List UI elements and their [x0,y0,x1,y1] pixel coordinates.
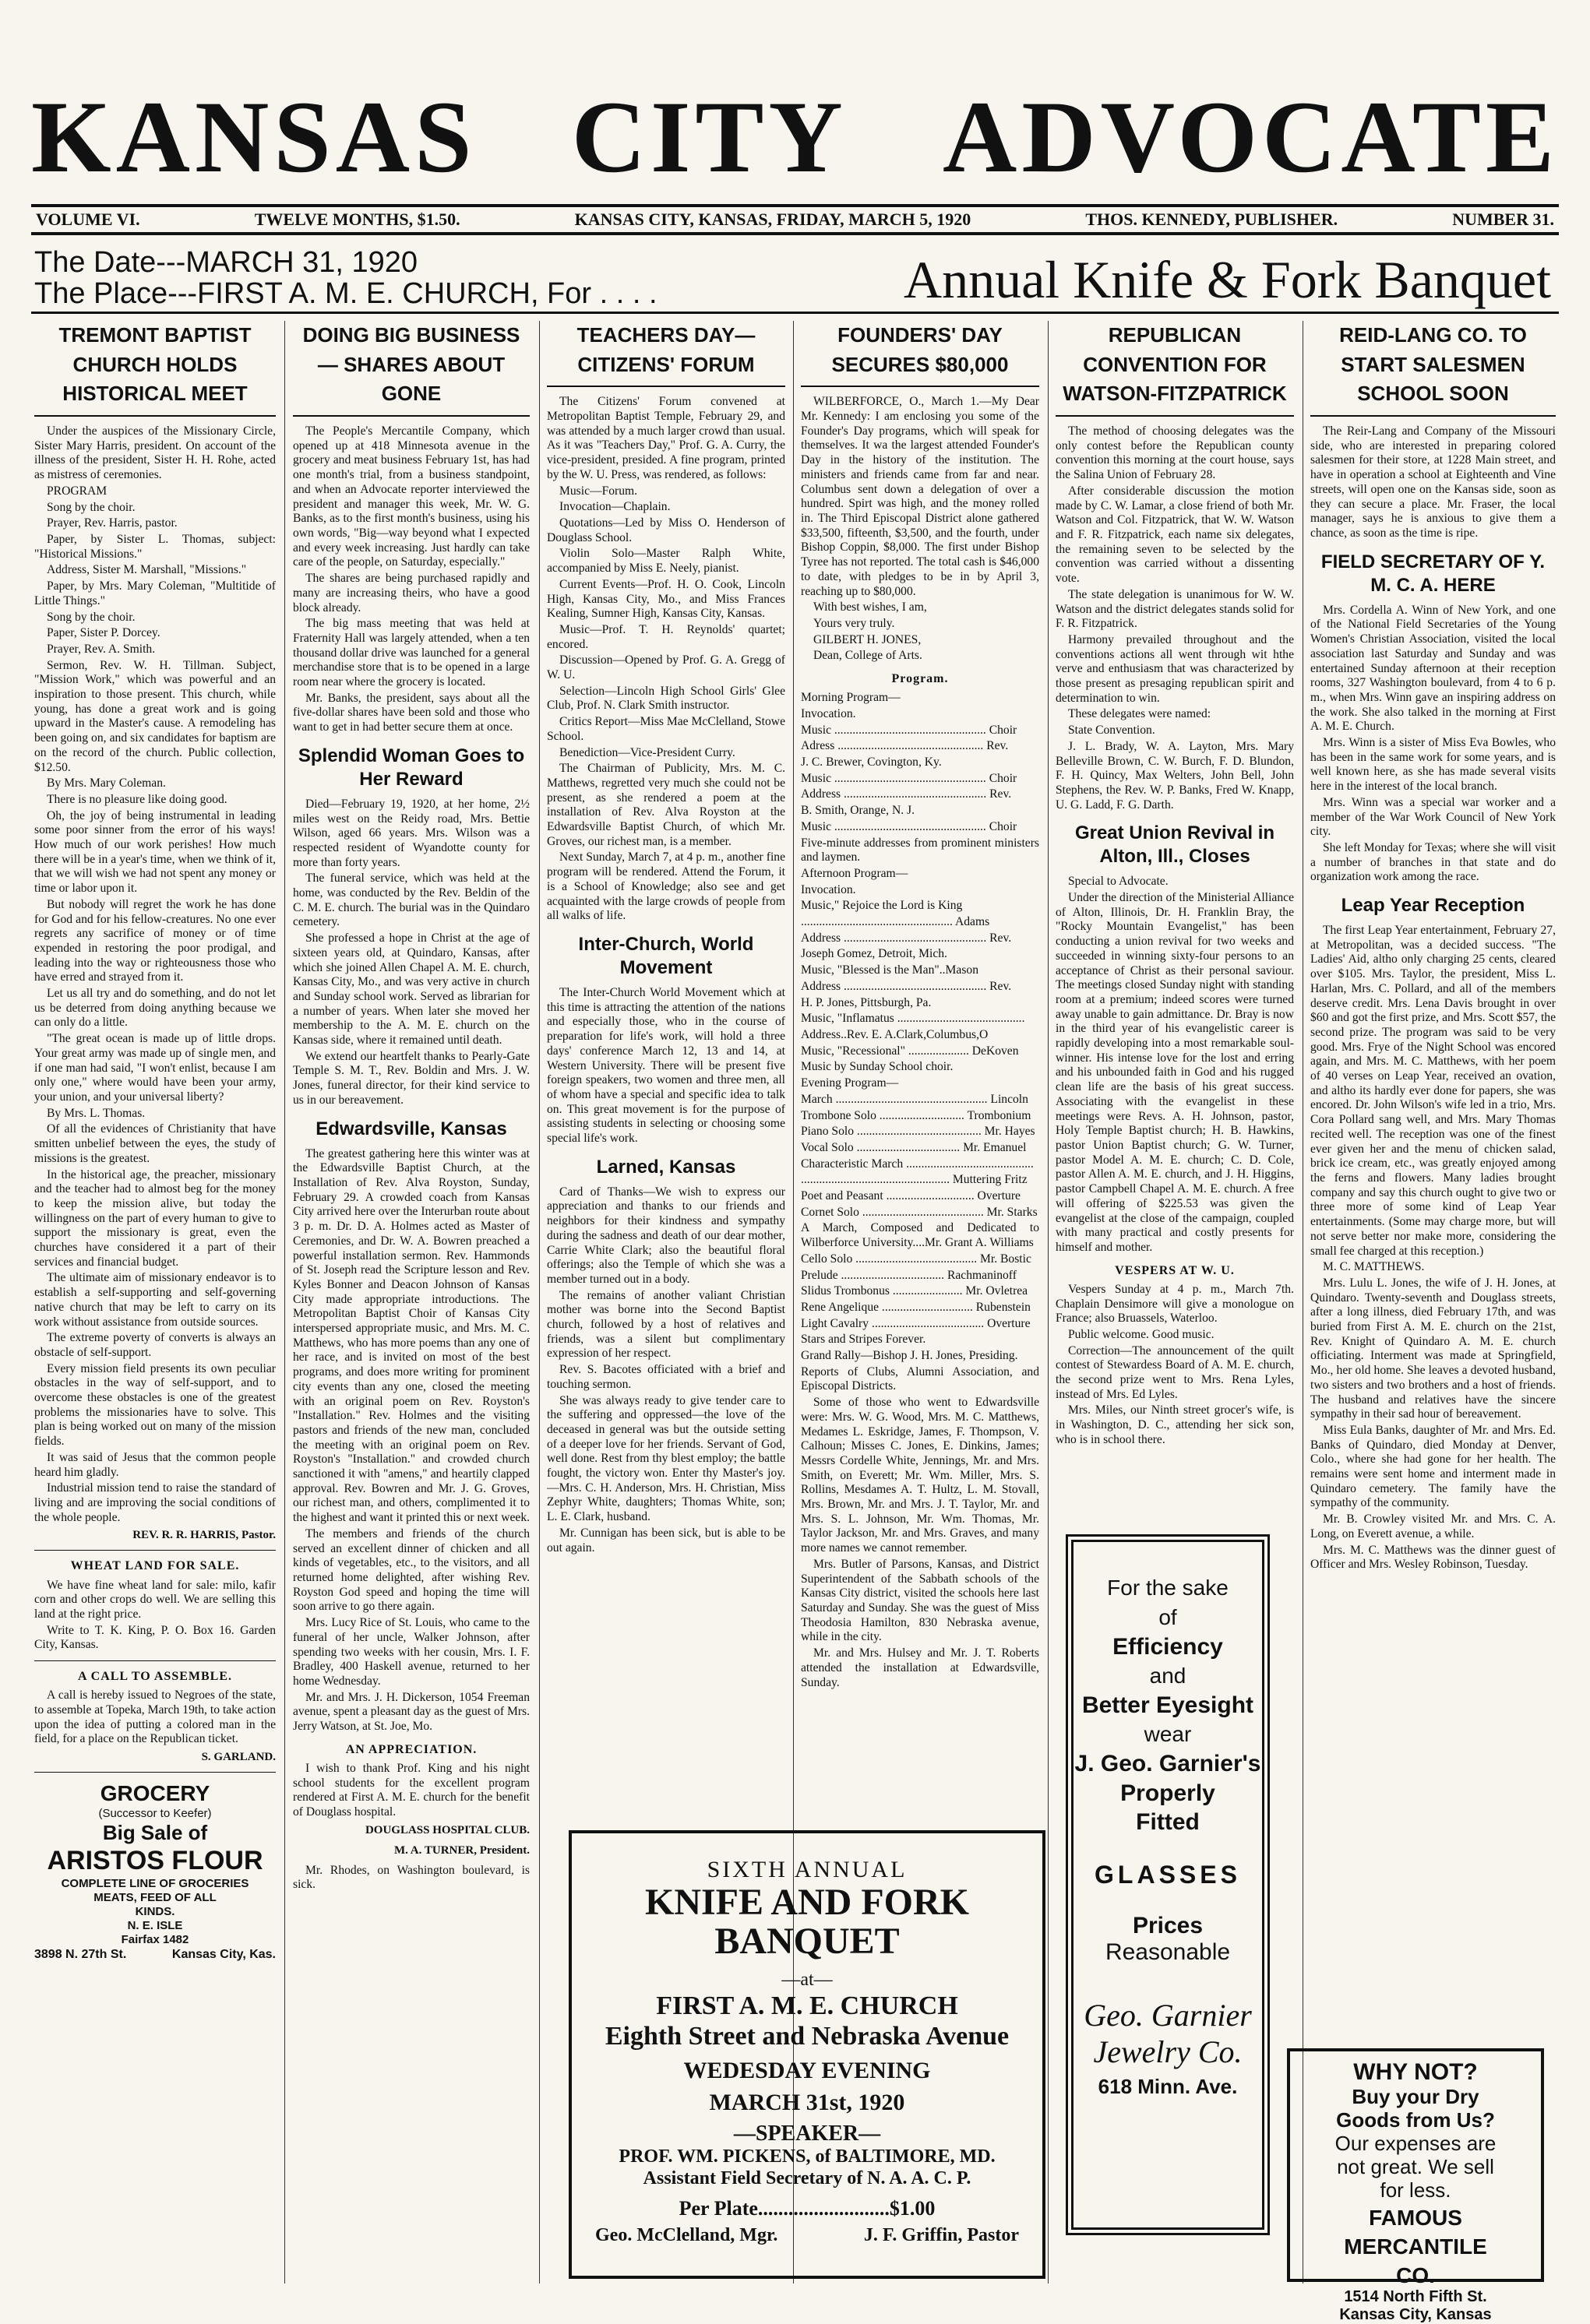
paragraph: But nobody will regret the work he has done for God and for his fellow-creatures. No one ever regrets any sacrifice of money or of time expended in restoring the poor prodigal, and leading into the way or righteousness those who have erred and strayed from it. [34,897,276,984]
paragraph: Mrs. Winn was a special war worker and a member of the War Work Council of New York city. [1310,795,1556,839]
section-headline: WHEAT LAND FOR SALE. [70,1559,240,1573]
paragraph: Every mission field presents its own peculiar obstacles in the way of self-support, and to overcome these obstacles is one of the greatest problems the missionaries have to solve. This plan is being worked out on many of the mission fields. [34,1361,276,1449]
column-rule [539,321,540,2284]
ad-title: GROCERY [100,1781,210,1806]
paragraph: Current Events—Prof. H. O. Cook, Lincoln High, Kansas City, Mo., and Miss Frances Kealing, Sumner High, Kansas City, Kansas. [547,577,785,621]
paragraph: Music .................................................. Choir [801,723,1017,737]
paragraph: PROGRAM [47,484,108,498]
signature: M. A. TURNER, President. [393,1843,530,1857]
grocery-ad [34,1780,276,1962]
ad-text: MEATS, FEED OF ALL [93,1890,217,1904]
paragraph: The funeral service, which was held at the home, was conducted by the Rev. Beldin of the C. M. E. church. The burial was in the Quindaro cemetery. [293,872,530,929]
ad-title: KNIFE AND FORK [644,1882,969,1923]
paragraph: ................................................. Muttering Fritz [801,1173,1028,1187]
column-4 [801,321,1039,1816]
ad-text: Prices [1132,1912,1204,1938]
ad-text: For the sake [1107,1576,1229,1600]
newspaper-page [31,31,1559,2323]
section-headline: VESPERS AT W. U. [1115,1263,1235,1277]
banner-date: The Date---MARCH 31, 1920 [34,246,418,279]
paragraph: Mrs. Lucy Rice of St. Louis, who came to the funeral of her uncle, Walker Johnson, after spending two weeks with her cousin, Mrs. I. F. Bradley, 400 Haskell avenue, returned to her home Wednesday. [293,1616,530,1688]
column-5 [1056,321,1294,1520]
banquet-ad [569,1830,1045,2279]
paragraph: Grand Rally—Bishop J. H. Jones, Presiding. [801,1349,1018,1363]
paragraph: Joseph Gomez, Detroit, Mich. [801,947,947,961]
signature: S. GARLAND. [201,1751,276,1764]
paragraph: The state delegation is unanimous for W. W. Watson and the district delegates stands solid for F. R. Fitzpatrick. [1056,587,1294,631]
paragraph: Rev. S. Bacotes officiated with a brief and touching sermon. [547,1363,785,1391]
divider [34,1772,276,1773]
article-headline: Edwardsville, Kansas [316,1118,507,1139]
notice-text: I wish to thank Prof. King and his night school students for the excellent program rendered at First A. M. E. church for the benefit of Douglass hospital. [293,1761,530,1819]
ad-pastor: J. F. Griffin, Pastor [863,2225,1019,2246]
ad-text: FAMOUS [1369,2206,1462,2231]
paragraph: Light Cavalry ..................................... Overture [801,1316,1031,1330]
paragraph: Died—February 19, 1920, at her home, 2½ miles west on the Reidy road, Mrs. Bettie Wilson, aged 66 years. Mrs. Wilson was a respected resident of Wyandotte county for more than forty years. [293,797,530,869]
ad-text: Big Sale of [102,1820,208,1844]
paragraph: Prelude .................................. Rachmaninoff [801,1268,1017,1282]
subscription-price: TWELVE MONTHS, $1.50. [254,210,460,229]
paragraph: Paper, Sister P. Dorcey. [47,626,160,640]
ad-text: PROF. WM. PICKENS, of BALTIMORE, MD. [619,2146,996,2167]
paragraph: Discussion—Opened by Prof. G. A. Gregg of W. U. [547,653,785,682]
paragraph: Invocation. [801,882,856,896]
paragraph: The extreme poverty of converts is always an obstacle of self-support. [34,1331,276,1359]
paragraph: By Mrs. L. Thomas. [47,1106,146,1120]
paragraph: Mr. B. Crowley visited Mr. and Mrs. C. A. Long, on Everett avenue, a while. [1310,1512,1556,1541]
ad-text: Assistant Field Secretary of N. A. A. C. P. [643,2167,971,2188]
article-body [293,798,530,1108]
paragraph: Address, Sister M. Marshall, "Missions." [47,563,247,577]
banner-headline: Annual Knife & Fork Banquet [904,250,1551,309]
article-body [1310,604,1556,885]
paragraph: Mrs. Cordella A. Winn of New York, and one of the National Field Secretaries of the Young Women's Christian Association, visited the local association last Saturday and Sunday and was entertained Sunday afternoon at their reception rooms, 327 Washington boulevard, from 4 to 6 p. m., when Mrs. Winn gave an inspiring address on the work. She also talked in the morning at First A. M. E. Church. [1310,603,1556,734]
paragraph: Music .................................................. Choir [801,771,1017,785]
signature: REV. R. R. HARRIS, Pastor. [132,1529,276,1542]
paragraph: WILBERFORCE, O., March 1.—My Dear Mr. Kennedy: I am enclosing you some of the Founder's Day programs, which will speak for themselves. It wa the largest attended Founder's Day in the history of the institution. The ministers and friends came from far and near. Columbus sent down a delegation of over a hundred. Spirt was high, and the money rolled in. The Third Episcopal District alone gathered $33,500, fifteenth, $3,500, and the fourth, under Bishop Coppin, $8,000. The first under Bishop Tyree has not reported. The total cash is $46,000 to date, with pledges to be in by April 3, reaching up to $80,000. [801,395,1039,598]
mercantile-ad [1287,2048,1544,2323]
ad-text: Write to T. K. King, P. O. Box 16. Garden City, Kansas. [34,1623,276,1652]
volume: VOLUME VI. [36,210,140,229]
signature: DOUGLASS HOSPITAL CLUB. [365,1823,530,1836]
article-headline: Larned, Kansas [596,1156,736,1178]
paragraph: Cello Solo ........................................ Mr. Bostic [801,1252,1031,1266]
paragraph: The ultimate aim of missionary endeavor is to establish a self-supporting and self-governing native church that may be left to carry on its work without assistance from outside sources. [34,1271,276,1329]
issue-date: KANSAS CITY, KANSAS, FRIDAY, MARCH 5, 1920 [574,210,971,229]
section-headline: A CALL TO ASSEMBLE. [77,1670,233,1684]
ad-text: WEDESDAY EVENING [683,2057,931,2083]
article-headline: FOUNDERS' DAY SECURES $80,000 [801,321,1039,387]
eyeglasses-ad [1066,1534,1270,2235]
ad-address: Kansas City, Kansas [1339,2305,1492,2323]
paragraph: Card of Thanks—We wish to express our appreciation and thanks to our friends and neighbors for their kindness and sympathy during the sadness and death of our dear mother, Carrie White Clark; also the beautiful floral offerings; also the Temple of which she was a member turned out in a body. [547,1185,785,1286]
paragraph: Correction—The announcement of the quilt contest of Stewardess Board of A. M. E. church, the second prize went to Mrs. Rena Lyles, instead of Mrs. Ed Lyles. [1056,1343,1294,1401]
paragraph: There is no pleasure like doing good. [47,792,227,806]
paragraph: In the historical age, the preacher, missionary and the teacher had to almost beg for the money to keep the mission alive, but today the willingness on the part of every human to give to support the missionary is great, even the churches have considered it a part of their services and financial budget. [34,1167,276,1269]
ad-text: J. Geo. Garnier's [1074,1751,1261,1777]
paragraph: Song by the choir. [47,500,136,514]
paragraph: Music," Rejoice the Lord is King [801,899,963,913]
paragraph: The big mass meeting that was held at Fraternity Hall was largely attended, when a ten thousand dollar drive was launched for a general merchandise store that is to be opened in a large room near where the grocery is located. [293,617,530,689]
ad-text: N. E. ISLE [127,1918,183,1932]
article-headline: Great Union Revival in Alton, Ill., Closes [1074,822,1275,868]
ad-text: Buy your Dry [1352,2085,1479,2108]
ad-text: and [1149,1664,1186,1688]
paragraph: Sermon, Rev. W. H. Tillman. Subject, "Mission Work," which was powerful and an inspiration to those present. This church, while young, has done a great work and is going upward in the Master's cause. A remodeling has been going on, and six candidates for baptism are on the record of the church. Public collection, $12.50. [34,658,276,774]
column-6 [1310,321,1556,2034]
paragraph: Under the direction of the Ministerial Alliance of Alton, Illinois, Dr. H. Franklin Bray, the "Rocky Mountain Evangelist," has been conducting a union revival for two weeks and succeeded in winning sixty-four persons to an acceptance of Christ as their personal saviour. The meetings closed Sunday night with standing room at a premium; indeed scores were turned away unable to gain admittance. Dr. Bray is now in the third year of his evangelistic career is rapidly developing into a most remarkable soul-winner. His intense love for the lost and erring and his unbounded faith in God and his rugged clean life are the basis of his great success. Associating with the evangelist in these meetings were Revs. A. H. Johnson, pastor, Holy Temple Baptist church; H. B. Hawkins, pastor Union Baptist church; G. W. Turner, pastor Model A. M. E. church; C. D. Cole, pastor Allen A. M. E. church, and J. H. Higgins, pastor Campbell Chapel A. M. E. church. A free will offering of $225.53 was given the evangelist at the close of the campaign, coupled with many practical and costly presents for himself and mother. [1056,891,1294,1254]
paragraph: She was always ready to give tender care to the suffering and oppressed—the love of the deceased in general was but the outside setting of a deeper love for her friends. Servant of God, well done. Rest from thy blest employ; the battle fought, the victory won. Enter thy Master's joy.—Mrs. C. H. Anderson, Mrs. H. Christian, Miss Zephyr White, daughters; Thomas White, son; L. E. Clark, husband. [547,1393,785,1524]
paragraph: Benediction—Vice-President Curry. [559,745,735,759]
paragraph: Trombone Solo ............................ Trombonium [801,1108,1031,1122]
paragraph: Music—Prof. T. H. Reynolds' quartet; encored. [547,622,785,651]
paragraph: Paper, by Sister L. Thomas, subject: "Historical Missions." [34,532,276,561]
paragraph: Harmony prevailed throughout and the conventions actions all went through wit hthe verve and enthusiasm that was characterized by those present as presaging republican spirit and determination to win. [1056,632,1294,705]
ad-text: MERCANTILE [1344,2234,1487,2259]
paragraph: The members and friends of the church served an excellent dinner of chicken and all kinds of vegetables, etc., to the visitors, and all returned home delighted, after wishing Rev. Royston God speed and hoping the time will soon arrive to go there again. [293,1526,530,1614]
paragraph: Violin Solo—Master Ralph White, accompanied by Miss E. Neely, pianist. [547,547,785,576]
paragraph: Dean, College of Arts. [813,649,922,663]
paragraph: GILBERT H. JONES, [813,632,922,646]
paragraph: Let us all try and do something, and do not let us be deterred from doing anything because we can only do a little. [34,987,276,1030]
paragraph: H. P. Jones, Pittsburgh, Pa. [801,995,932,1009]
issue-info-bar [31,204,1559,235]
paragraph: The People's Mercantile Company, which opened up at 418 Minnesota avenue in the grocery and meat business February 1st, has had one month's trial, from a business standpoint, and when an Advocate reporter interviewed the president and manager this week, Mr. W. G. Banks, as to the first month's business, using his own words, "Big—way beyond what I expected and every week increasing. Just hardly can take care of the people, on Saturday, especially." [293,424,530,569]
paragraph: Adress ................................................ Rev. [801,739,1009,753]
paragraph: Address..Rev. E. A.Clark,Columbus,O [801,1027,989,1041]
paragraph: We extend our heartfelt thanks to Pearly-Gate Temple S. M. T., Rev. Boldin and Mrs. J. W. Jones, funeral director, for their kind service to us in our bereavement. [293,1049,530,1107]
ad-text: ARISTOS FLOUR [47,1845,263,1875]
divider [34,1550,276,1551]
paragraph: Song by the choir. [47,610,136,624]
paragraph: Cornet Solo ........................................ Mr. Starks [801,1205,1038,1219]
paragraph: Quotations—Led by Miss O. Henderson of Douglass School. [547,516,785,544]
article-body [547,395,785,924]
program-list [801,691,1039,1394]
ad-text: Goods from Us? [1336,2107,1495,2132]
article-headline: REID-LANG CO. TO START SALESMEN SCHOOL SOON [1310,321,1556,417]
column-rule [1048,321,1049,2284]
paragraph: These delegates were named: [1068,707,1211,721]
ad-text: Fitted [1136,1809,1200,1836]
ad-text: for less. [1380,2178,1451,2202]
paragraph: The first Leap Year entertainment, February 27, at Metropolitan, was a decided success. "The Ladies' Aid, altho only charging 25 cents, cleared over $105. Mrs. Taylor, the president, Miss L. Harlan, Mrs. C. Pollard, and all of the members deserve credit. Mrs. Lena Davis brought in over $60 and got the first prize, and Mrs. Scott $57, the second prize. The program was said to be very good. Mrs. Frye of the Night School was encored again, and Mrs. M. C. Matthews, with her poem of 40 verses on Leap Year, received an ovation, and altho its hardly ever done for papers, she was encored. Dr. John Wilson's wife led in a trio, Mrs. Cora Pollard sang well, and Mrs. Mary Thomas recited well. The reception was one of the finest ever given her and the menu of chicken salad, brick ice cream, etc., was greatly enjoyed among the ferns and flowers. Many ladies brought company and say this church ought to give two or three more of some kind of Leap Year entertainments. (Some may charge more, but will not serve better nor make more, considering the small fee charged at this reception.) [1310,924,1556,1258]
paragraph: A March, Composed and Dedicated to Wilberforce University....Mr. Grant A. Williams [801,1221,1039,1250]
paragraph: Prayer, Rev. A. Smith. [47,642,156,656]
column-2 [293,321,530,2284]
article-body: The Inter-Church World Movement which at this time is attracting the attention of the nations and especially those, who in the course of preparation for life's work, will hold a three days' conference March 12, 13 and 14, at Western University. There will be present five foreign speakers, two women and three men, all of whom have a special and specific idea to talk on. This great movement is for the purpose of assisting students in selecting or choosing some special life's work. [547,985,785,1146]
paragraph: Address ............................................... Rev. [801,979,1012,993]
paragraph: Oh, the joy of being instrumental in leading some poor sinner from the error of his ways! How much of our work perishes! How much there will be in a year's time, when we think of it, that we will wish we had not spent any money or time or labor upon it. [34,808,276,896]
paragraph: Mrs. Butler of Parsons, Kansas, and District Superintendent of the Sabbath schools of the Kansas City district, visited the schools here last Saturday and Sunday. She was the guest of Miss Theodosia Hamilton, 830 Nebraska avenue, while in the city. [801,1557,1039,1644]
article-body [547,1185,785,1556]
masthead [31,78,1559,195]
ad-text: Properly [1120,1780,1215,1806]
ad-text: Fairfax 1482 [121,1932,189,1946]
paragraph: B. Smith, Orange, N. J. [801,804,915,818]
column-3 [547,321,785,1816]
column-1 [34,321,276,2284]
paragraph: State Convention. [1068,724,1155,738]
ad-text: Efficiency [1112,1633,1223,1660]
ad-text: COMPLETE LINE OF GROCERIES [61,1876,249,1890]
paragraph: Poet and Peasant ............................. Overture [801,1189,1021,1203]
paragraph: Special to Advocate. [1068,875,1169,889]
paragraph: Invocation. [801,706,856,720]
paragraph: Prayer, Rev. Harris, pastor. [47,516,178,530]
paragraph: Yours very truly. [813,616,895,630]
paragraph: Afternoon Program— [801,866,908,880]
article-body [1310,924,1556,1572]
paragraph: Miss Eula Banks, daughter of Mr. and Mrs. Ed. Banks of Quindaro, died Monday at Denver, Colo., where she had gone for her health. The remains were sent home and interment made in Quindaro cemetery. The family have the sympathy of the community. [1310,1423,1556,1510]
paragraph: Slidus Trombonus ....................... Mr. Ovletrea [801,1284,1028,1298]
paragraph: Selection—Lincoln High School Girls' Glee Club, Prof. N. Clark Smith instructor. [547,684,785,713]
article-headline: Splendid Woman Goes to Her Reward [298,745,525,790]
ad-city: Kansas City, Kas. [171,1947,276,1961]
section-headline: Program. [891,672,949,686]
paragraph: Address ............................................... Rev. [801,931,1012,945]
article-body [801,1396,1039,1690]
paragraph: Mrs. Winn is a sister of Miss Eva Bowles, who has been in the same work for some years, and is well known here, as she has made several visits here in the interest of the local branch. [1310,736,1556,794]
paragraph: Reports of Clubs, Alumni Association, and Episcopal Districts. [801,1364,1039,1393]
jeweler-logo: Geo. Garnier Jewelry Co. [1084,1997,1252,2069]
paragraph: The greatest gathering here this winter was at the Edwardsville Baptist Church, at the Installation of Rev. Alva Royston, Sunday, February 29. A crowded coach from Kansas City arrived here over the Interurban route about 3 p. m. Dr. D. A. Holmes acted as Master of Ceremonies, and Dr. W. A. Bowren preached a powerful installation sermon. Rev. Hammonds of St. Joseph read the Scripture lesson and Rev. Kyles Bonner and Deacon Johnson of Kansas City made appropriate introductions. The Metropolitan Baptist Choir of Kansas City interspersed appropriate music, and Mrs. M. C. Matthews, who has more poems than any one of her race, and is invited on most of the best programs, and does more writing for prominent city events than any one, closed the meeting with an original poem on Rev. Royston's "Installation." Rev. Holmes and the visiting pastors and friends of the new man, concluded the meeting with an original poem on Rev. Royston's "Installation." and crowded church sanctioned it with "amens," and heartily clapped approval. Rev. Bowren and Mr. J. G. Groves, our richest man, and others, complimented it to the highest and want it printed this or next week. [293,1146,530,1525]
paragraph: She professed a hope in Christ at the age of sixteen years old, at Quindaro, Kansas, after which she joined Allen Chapel A. M. E. church, Kansas City, Mo., and was very active in church and Sunday school work. Served as librarian for a number of years. When later she moved her membership to the A. M. E. church on the Kansas side, where it remained until death. [293,931,530,1048]
paragraph: Five-minute addresses from prominent ministers and laymen. [801,836,1039,864]
paragraph: The shares are being purchased rapidly and many are increasing theirs, who have a good block already. [293,572,530,614]
paragraph: It was said of Jesus that the common people heard him gladly. [34,1450,276,1479]
paragraph: Mr. Cunnigan has been sick, but is able to be out again. [547,1526,785,1555]
paragraph: Address ............................................... Rev. [801,787,1012,801]
masthead-word-3: ADVOCATE [943,79,1559,194]
ad-title: WHY NOT? [1353,2059,1478,2085]
ad-text: KINDS. [135,1904,175,1918]
paragraph: Music, "Blessed is the Man"..Mason [801,963,978,977]
ad-text: not great. We sell [1337,2154,1494,2178]
paragraph: Industrial mission tend to raise the standard of living and are improving the social conditions of the whole people. [34,1481,276,1524]
paragraph: Vocal Solo .................................. Mr. Emanuel [801,1140,1027,1154]
notice-text: Mr. Rhodes, on Washington boulevard, is sick. [293,1863,530,1892]
paragraph: Mr. and Mrs. J. H. Dickerson, 1054 Freeman avenue, spent a pleasant day as the guest of Mrs. Jerry Watson, at St. Joe, Mo. [293,1690,530,1734]
paragraph: The method of choosing delegates was the only contest before the Republican county convention this morning at the court house, says the Salina Union of February 28. [1056,424,1294,482]
article-body [34,424,276,1525]
paragraph: The Chairman of Publicity, Mrs. M. C. Matthews, regretted very much she could not be present, as she rendered a poem at the installation of Rev. Alva Royston at the Edwardsville Baptist Church, of which Mr. Groves, our richest man, is a member. [547,762,785,848]
paragraph: After considerable discussion the motion made by C. W. Lamar, a close friend of both Mr. Watson and Col. Fitzpatrick, that W. W. Watson and F. R. Fitzpatrick, each name six delegates, the remaining seven to be selected by the convention was carried without a dissenting vote. [1056,484,1294,586]
ad-text: CO. [1396,2263,1435,2288]
paragraph: With best wishes, I am, [813,600,927,614]
paragraph: Mr. and Mrs. Hulsey and Mr. J. T. Roberts attended the installation at Edwardsville, Sunday. [801,1646,1039,1689]
column-rule [284,321,285,2284]
paragraph: Invocation—Chaplain. [559,500,671,514]
paragraph: Stars and Stripes Forever. [801,1333,926,1347]
article-body [1056,1283,1294,1448]
article-headline: TREMONT BAPTIST CHURCH HOLDS HISTORICAL MEET [34,321,276,417]
ad-title: BANQUET [714,1921,900,1963]
ad-text: MARCH 31st, 1920 [709,2089,905,2115]
ad-text: Reasonable [1105,1938,1231,1965]
ad-text: GLASSES [1095,1860,1241,1889]
paragraph: She left Monday for Texas; where she will visit a number of branches in that state and do organization work among the race. [1310,840,1556,884]
ad-text: Our expenses are [1334,2131,1497,2155]
paragraph: Morning Program— [801,691,901,705]
article-body [1056,875,1294,1255]
paragraph: Music, "Inflamatus .......................................... [801,1012,1025,1026]
banner [31,241,1559,314]
masthead-word-1: KANSAS [31,79,477,194]
article-headline: DOING BIG BUSINESS — SHARES ABOUT GONE [293,321,530,417]
paragraph: The remains of another valiant Christian mother was borne into the Second Baptist church, followed by a host of relatives and friends, was a silent but complimentary expression of her respect. [547,1288,785,1361]
paragraph: Piano Solo ......................................... Mr. Hayes [801,1125,1035,1139]
paragraph: Vespers Sunday at 4 p. m., March 7th. Chaplain Densimore will give a monologue on France; also Bruassels, Waterloo. [1056,1282,1294,1326]
ad-text: —SPEAKER— [733,2121,881,2146]
ad-text: wear [1144,1722,1192,1747]
masthead-word-2: CITY [571,79,848,194]
paragraph: The Reir-Lang and Company of the Missouri side, who are interested in preparing colored salesmen for their store, at 1228 Main street, and have in operation a school at Eighteenth and Vine streets, will open one on the Kansas side, soon as they can secure a place. Mr. Fraser, the local manager, says he is anxious to give them a chance, as soon as the time is ripe. [1310,424,1556,540]
publisher: THOS. KENNEDY, PUBLISHER. [1085,210,1338,229]
divider [34,1660,276,1661]
ad-address [34,1947,276,1962]
issue-number: NUMBER 31. [1452,210,1554,229]
notice-text: A call is hereby issued to Negroes of the state, to assemble at Topeka, March 19th, to take action upon the idea of putting a colored man in the field, for a place on the Republican ticket. [34,1688,276,1746]
article-body [293,424,530,735]
paragraph: Mrs. Lulu L. Jones, the wife of J. H. Jones, at Quindaro. Twenty-seventh and Douglass streets, after a long illness, died February 17th, and was buried from First A. M. E. church on the 21st, Rev. Knight of Quindaro A. M. E. church officiating. Interment was made at Springfield, Mo., her old home. She leaves a devoted husband, two sisters and two brothers and a host of friends. The husband and relatives have the sincere sympathy in their sad hour of bereavement. [1310,1276,1556,1421]
paragraph: M. C. MATTHEWS. [1323,1260,1425,1274]
paragraph: Music, "Recessional" .................... DeKoven [801,1044,1019,1058]
ad-text: of [1158,1604,1177,1629]
paragraph: March .................................................. Lincoln [801,1092,1028,1106]
paragraph: By Mrs. Mary Coleman. [47,776,166,791]
article-headline: REPUBLICAN CONVENTION FOR WATSON-FITZPATRICK [1056,321,1294,417]
paragraph: .................................................. Adams [801,915,990,929]
paragraph: Paper, by Mrs. Mary Coleman, "Multitide of Little Things." [34,579,276,607]
article-headline: Inter-Church, World Movement [578,933,754,978]
ad-text: Eighth Street and Nebraska Avenue [605,2021,1010,2051]
paragraph: Of all the evidences of Christianity that have smitten unbelief between the eyes, the study of missions is the greatest. [34,1122,276,1165]
paragraph: Music .................................................. Choir [801,819,1017,833]
article-headline: TEACHERS DAY— CITIZENS' FORUM [547,321,785,387]
paragraph: Critics Report—Miss Mae McClelland, Stowe School. [547,715,785,743]
banner-place: The Place---FIRST A. M. E. CHURCH, For . . . . [34,277,658,310]
ad-text: We have fine wheat land for sale: milo, kafir corn and other crops do well. We are selling this land at the right price. [34,1578,276,1621]
paragraph: Evening Program— [801,1076,899,1090]
paragraph: "The great ocean is made up of little drops. Your great army was made up of single men, and if one man had said, "I won't enlist, because I am only one," where would have been your army, your union, and your universal liberty? [34,1032,276,1104]
paragraph: J. L. Brady, W. A. Layton, Mrs. Mary Belleville Brown, C. W. Burch, F. D. Blundon, F. H. Quincy, Max Welters, John Bell, John Stephens, the Rev. W. P. Banks, Fred W. Knapp, U. G. Ladd, F. G. Darth. [1056,739,1294,812]
article-body [1056,424,1294,812]
ad-address: 618 Minn. Ave. [1098,2074,1238,2098]
paragraph: Under the auspices of the Missionary Circle, Sister Mary Harris, president. On account of the illness of the president, Sister H. H. Rohe, acted as mistress of ceremonies. [34,424,276,482]
ad-text: Better Eyesight [1081,1692,1254,1718]
ad-text: SIXTH ANNUAL [707,1857,908,1882]
ad-text: (Successor to Keefer) [98,1806,212,1820]
paragraph: Mrs. M. C. Matthews was the dinner guest of Officer and Mrs. Wesley Robinson, Tuesday. [1310,1543,1556,1572]
article-headline: FIELD SECRETARY OF Y. M. C. A. HERE [1320,551,1546,596]
paragraph: Mr. Banks, the president, says about all the five-dollar shares have been sold and those who want to get in had better secure them at once. [293,691,530,734]
ad-text: FIRST A. M. E. CHURCH [656,1991,958,2020]
article-body [1310,424,1556,541]
article-headline: Leap Year Reception [1341,895,1525,917]
paragraph: Next Sunday, March 7, at 4 p. m., another fine program will be rendered. Attend the Forum, it is a School of Knowledge; also see and get acquainted with the large crowds of people from all walks of life. [547,850,785,923]
section-headline: AN APPRECIATION. [345,1742,478,1756]
paragraph: J. C. Brewer, Covington, Ky. [801,755,942,769]
article-body [293,1147,530,1734]
paragraph: Mrs. Miles, our Ninth street grocer's wife, is in Washington, D. C., attending her sick son, who is in school there. [1056,1403,1294,1446]
ad-manager: Geo. McClelland, Mgr. [595,2225,778,2246]
ad-address: 1514 North Fifth St. [1344,2287,1487,2305]
article-body [801,395,1039,664]
ad-text: —at— [781,1969,833,1990]
paragraph: Characteristic March .......................................... [801,1157,1034,1171]
paragraph: Some of those who went to Edwardsville were: Mrs. W. G. Wood, Mrs. M. C. Matthews, Medames L. Eskridge, James, F. Thompson, V. Calhoun; Misses C. Jones, E. Dinkins, James; Messrs Cordelle White, Jennings, Mr. and Mrs. Smith, on Everett; Mr. Wm. Miller, Mrs. S. Rollins, Mesdames A. T. Hultz, L. M. Stovall, Mrs. Brown, Mr. and Mrs. J. T. Taylor, Mr. and Mrs. S. L. Johnson, Mr. Wm. Thomas, Mr. Taylor Jackson, Mr. and Mrs. Graves, and many more names we cannot remember. [801,1396,1039,1555]
paragraph: The Citizens' Forum convened at Metropolitan Baptist Temple, February 29, and was attended by a much larger crowd than usual. As it was "Teachers Day," Prof. G. A. Curry, the vice-president, presided. A fine program, printed by the W. U. Press, was rendered, as follows: [547,395,785,481]
ad-price: Per Plate..........................$1.00 [679,2197,936,2220]
ad-footer [572,2220,1042,2246]
paragraph: Public welcome. Good music. [1068,1327,1215,1341]
paragraph: Rene Angelique .............................. Rubenstein [801,1300,1031,1314]
paragraph: Music—Forum. [559,484,638,498]
paragraph: Music by Sunday School choir. [801,1060,954,1074]
ad-street: 3898 N. 27th St. [34,1947,127,1961]
